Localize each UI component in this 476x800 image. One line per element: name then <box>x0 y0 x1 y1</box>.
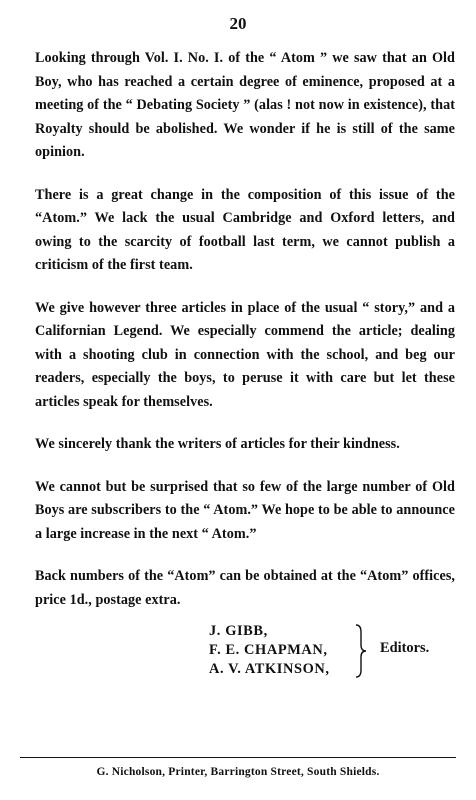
editor-names <box>209 622 330 679</box>
page-number: 20 <box>229 14 247 33</box>
editor-name: J. GIBB, <box>209 623 268 639</box>
editor-name: F. E. CHAPMAN, <box>209 642 328 658</box>
paragraph-3: We give however three articles in place of the usual “ story,” and a Californian Legend. We especially commend the article; dealing with a shooting club in connection with the school, and beg our readers, especially the boys, to peruse it with care but let these articles speak for themselves. <box>35 299 455 410</box>
printer-imprint: G. Nicholson, Printer, Barrington Street, South Shields. <box>96 766 380 778</box>
paragraph-2: There is a great change in the composition of this issue of the “Atom.” We lack the usual Cambridge and Oxford letters, and owing to the scarcity of football last term, we cannot publish a criticism of the first team. <box>35 186 455 273</box>
editors-block <box>209 622 449 682</box>
editors-label: Editors. <box>380 640 430 656</box>
paragraph-4: We sincerely thank the writers of articles for their kindness. <box>35 436 400 452</box>
paragraph-6: Back numbers of the “Atom” can be obtained at the “Atom” offices, price 1d., postage extra. <box>35 568 455 608</box>
editor-name: A. V. ATKINSON, <box>209 661 330 677</box>
body-text <box>35 47 455 631</box>
curly-brace-icon <box>355 624 367 678</box>
paragraph-5: We cannot but be surprised that so few of the large number of Old Boys are subscribers to the “ Atom.” We hope to be able to announce a large increase in the next “ Atom.” <box>35 478 455 542</box>
paragraph-1: Looking through Vol. I. No. I. of the “ Atom ” we saw that an Old Boy, who has reached a certain degree of eminence, proposed at a meeting of the “ Debating Society ” (alas ! not now in existence), that Royalty should be abolished. We wonder if he is still of the same opinion. <box>35 50 455 160</box>
footer-rule <box>20 757 456 758</box>
